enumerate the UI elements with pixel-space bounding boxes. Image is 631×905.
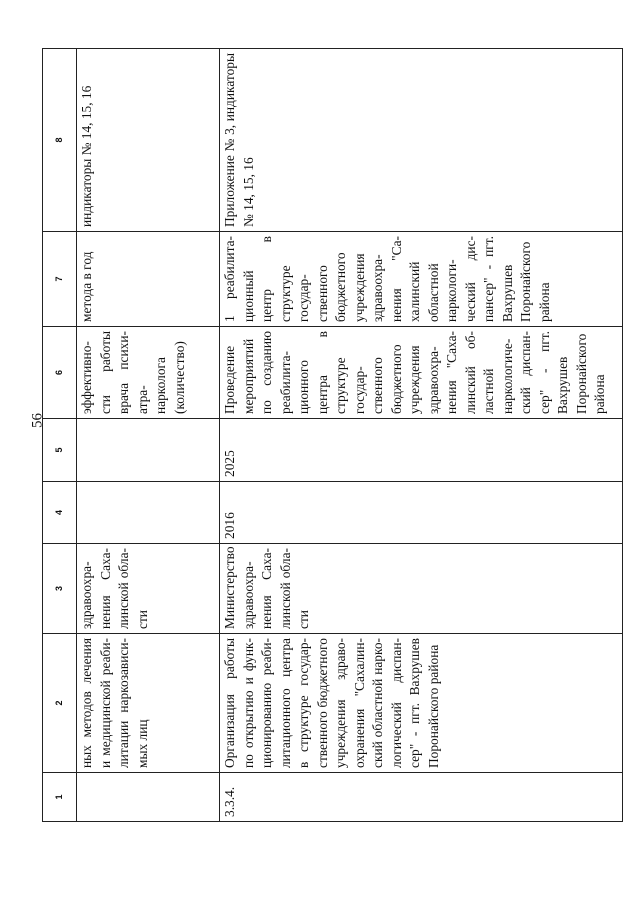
table-container <box>42 49 624 822</box>
cell-content: Проведение мероприятий по созданию реабилитационного центра в структуре государственного бюджетного учреждения здравоохранения "Сахалинский областной наркологический диспансер" - пгт. Вахрушев Поронайского района <box>220 327 623 419</box>
cell-activity: Организация работы по открытию и функционированию реабилитационного центра в структуре государственного бюджетного учреждения здравоохранения "Сахалинский областной наркологический диспансер" - пгт. Вахрушев Поронайского района <box>220 634 623 773</box>
column-header: 7 <box>43 232 77 327</box>
program-table <box>42 48 623 822</box>
cell-start-year: 2016 <box>220 482 623 544</box>
cell-end-year <box>77 419 220 482</box>
cell-indicators: индикаторы № 14, 15, 16 <box>77 49 220 232</box>
cell-responsible: Министерство здравоохранения Сахалинской области <box>220 544 623 634</box>
column-header: 3 <box>43 544 77 634</box>
cell-responsible: здравоохранения Сахалинской области <box>77 544 220 634</box>
cell-number <box>77 773 220 822</box>
cell-content: эффективности работы врача психиатра-нарколога (количество) <box>77 327 220 419</box>
cell-result: метода в год <box>77 232 220 327</box>
table-row <box>220 49 623 822</box>
cell-start-year <box>77 482 220 544</box>
cell-result: 1 реабилитационный центр в структуре государственного бюджетного учреждения здравоохранения "Сахалинский областной наркологический диспансер" - пгт. Вахрушев Поронайского района <box>220 232 623 327</box>
cell-activity: ных методов лечения и медицинской реабилитации наркозависимых лиц <box>77 634 220 773</box>
cell-indicators: Приложение № 3, индикаторы № 14, 15, 16 <box>220 49 623 232</box>
column-header: 1 <box>43 773 77 822</box>
column-header: 6 <box>43 327 77 419</box>
column-header: 5 <box>43 419 77 482</box>
table-row <box>77 49 220 822</box>
cell-number: 3.3.4. <box>220 773 623 822</box>
column-header: 2 <box>43 634 77 773</box>
page-number: 56 <box>29 413 46 428</box>
column-header: 4 <box>43 482 77 544</box>
cell-end-year: 2025 <box>220 419 623 482</box>
column-header: 8 <box>43 49 77 232</box>
header-row <box>43 49 77 822</box>
